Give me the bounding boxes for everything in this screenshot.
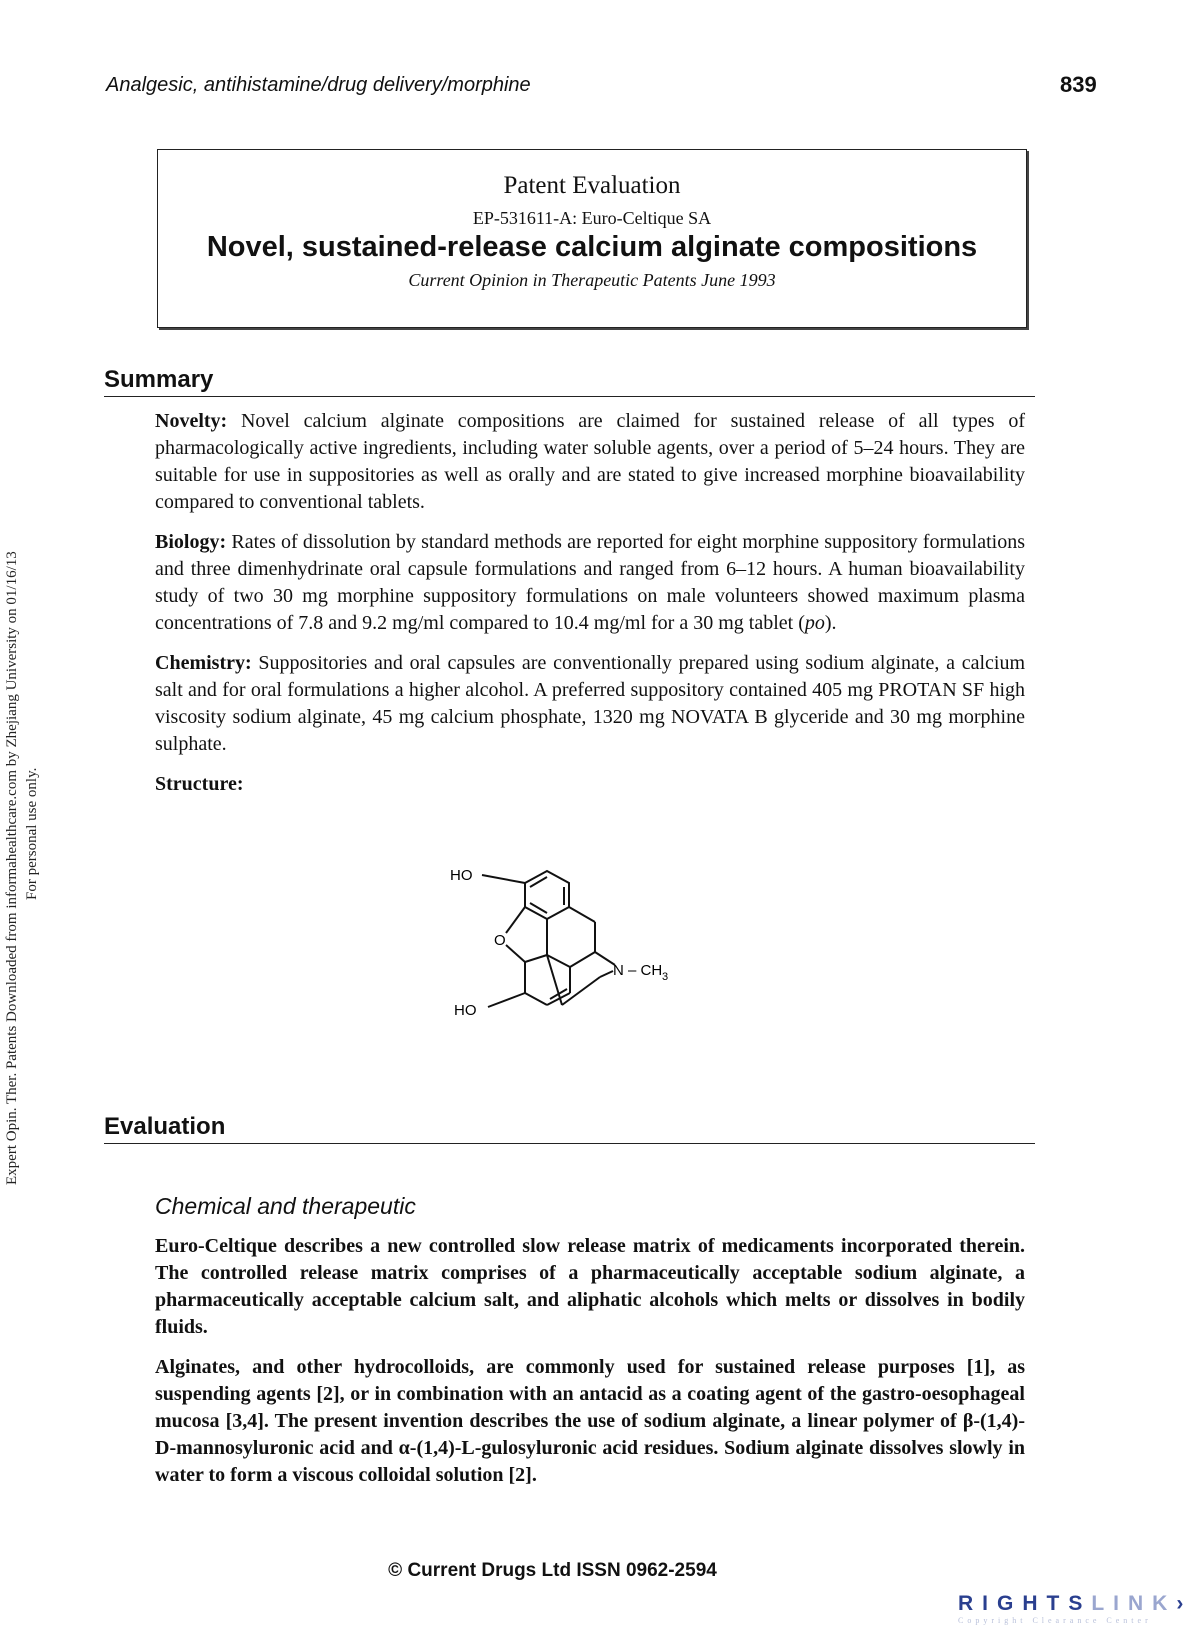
title-box [157,149,1027,328]
box-label: Patent Evaluation [503,172,681,199]
ho-bottom-label: HO [454,1002,477,1019]
journal: Current Opinion in Therapeutic Patents June 1993 [408,270,776,290]
structure-label-text: Structure: [155,773,244,795]
article-title: Novel, sustained-release calcium alginate compositions [206,231,978,263]
subscript-3: 3 [662,971,669,983]
ho-top-label: HO [450,867,473,884]
structure-label [155,771,1025,798]
page-number: 839 [1060,72,1097,97]
chemistry-label: Chemistry: [155,652,252,674]
rightslink-a: RIGHTS [958,1592,1092,1615]
evaluation-paragraph-1: Euro-Celtique describes a new controlled slow release matrix of medicaments incorporated therein. The controlled release matrix comprises of a pharmaceutically acceptable sodium alginate, a pharmaceutically acceptable calcium salt, and aliphatic alcohols which melts or dissolves in bodily fluids. [155,1235,1025,1338]
running-title: Analgesic, antihistamine/drug delivery/morphine [106,74,531,96]
oxygen-label: O [494,932,506,949]
summary-body [155,408,1025,811]
biology-po: po [804,612,825,634]
morphine-structure [450,865,690,1050]
chemistry-paragraph [155,650,1025,758]
chemistry-text: Suppositories and oral capsules are conventionally prepared using sodium alginate, a calcium salt and for oral formulations a higher alcohol. A preferred suppository contained 405 mg PROTAN SF high viscosity sodium alginate, 45 mg calcium phosphate, 1320 mg NOVATA B glyceride and 30 mg morphine sulphate. [155,652,1025,755]
personal-use-notice: For personal use only. [24,767,40,900]
download-notice: Expert Opin. Ther. Patents Downloaded from informahealthcare.com by Zhejiang University on 01/16/13 [4,551,20,1185]
rightslink-subtitle: Copyright Clearance Center [958,1616,1152,1625]
rightslink-b: LINK [1091,1592,1177,1615]
biology-close: ). [824,612,837,634]
evaluation-paragraph-2: Alginates, and other hydrocolloids, are commonly used for sustained release purposes [1], as suspending agents [2], or in combination with an antacid as a coating agent of the gastro-oesophageal mucosa [3,4]. The present invention describes the use of sodium alginate, a linear polymer of β-(1,4)-D-mannosyluronic acid and α-(1,4)-L-gulosyluronic acid residues. Sodium alginate dissolves slowly in water to form a viscous colloidal solution [2]. [155,1356,1025,1486]
biology-label: Biology: [155,531,227,553]
evaluation-body [155,1233,1025,1502]
rightslink-arrow-icon: › [1176,1592,1193,1615]
evaluation-heading: Evaluation [104,1113,1035,1144]
rightslink-logo[interactable] [958,1592,1192,1625]
novelty-paragraph [155,408,1025,516]
summary-heading: Summary [104,366,1035,397]
subheading: Chemical and therapeutic [155,1193,416,1219]
novelty-label: Novelty: [155,410,228,432]
footer-copyright: © Current Drugs Ltd ISSN 0962-2594 [388,1560,717,1581]
biology-paragraph [155,529,1025,637]
biology-text: Rates of dissolution by standard methods are reported for eight morphine suppository formulations and three dimenhydrinate oral capsule formulations and ranged from 6–12 hours. A human bioavailability study of two 30 mg morphine suppository formulations on male volunteers showed maximum plasma concentrations of 7.8 and 9.2 mg/ml compared to 10.4 mg/ml for a 30 mg tablet ( [155,531,1025,634]
n-methyl-label: N – CH [613,962,663,979]
patent-number: EP-531611-A: Euro-Celtique SA [472,208,712,228]
novelty-text: Novel calcium alginate compositions are claimed for sustained release of all types of pharmacologically active ingredients, including water soluble agents, over a period of 5–24 hours. They are suitable for use in suppositories as well as orally and are stated to give increased morphine bioavailability compared to conventional tablets. [155,410,1025,513]
